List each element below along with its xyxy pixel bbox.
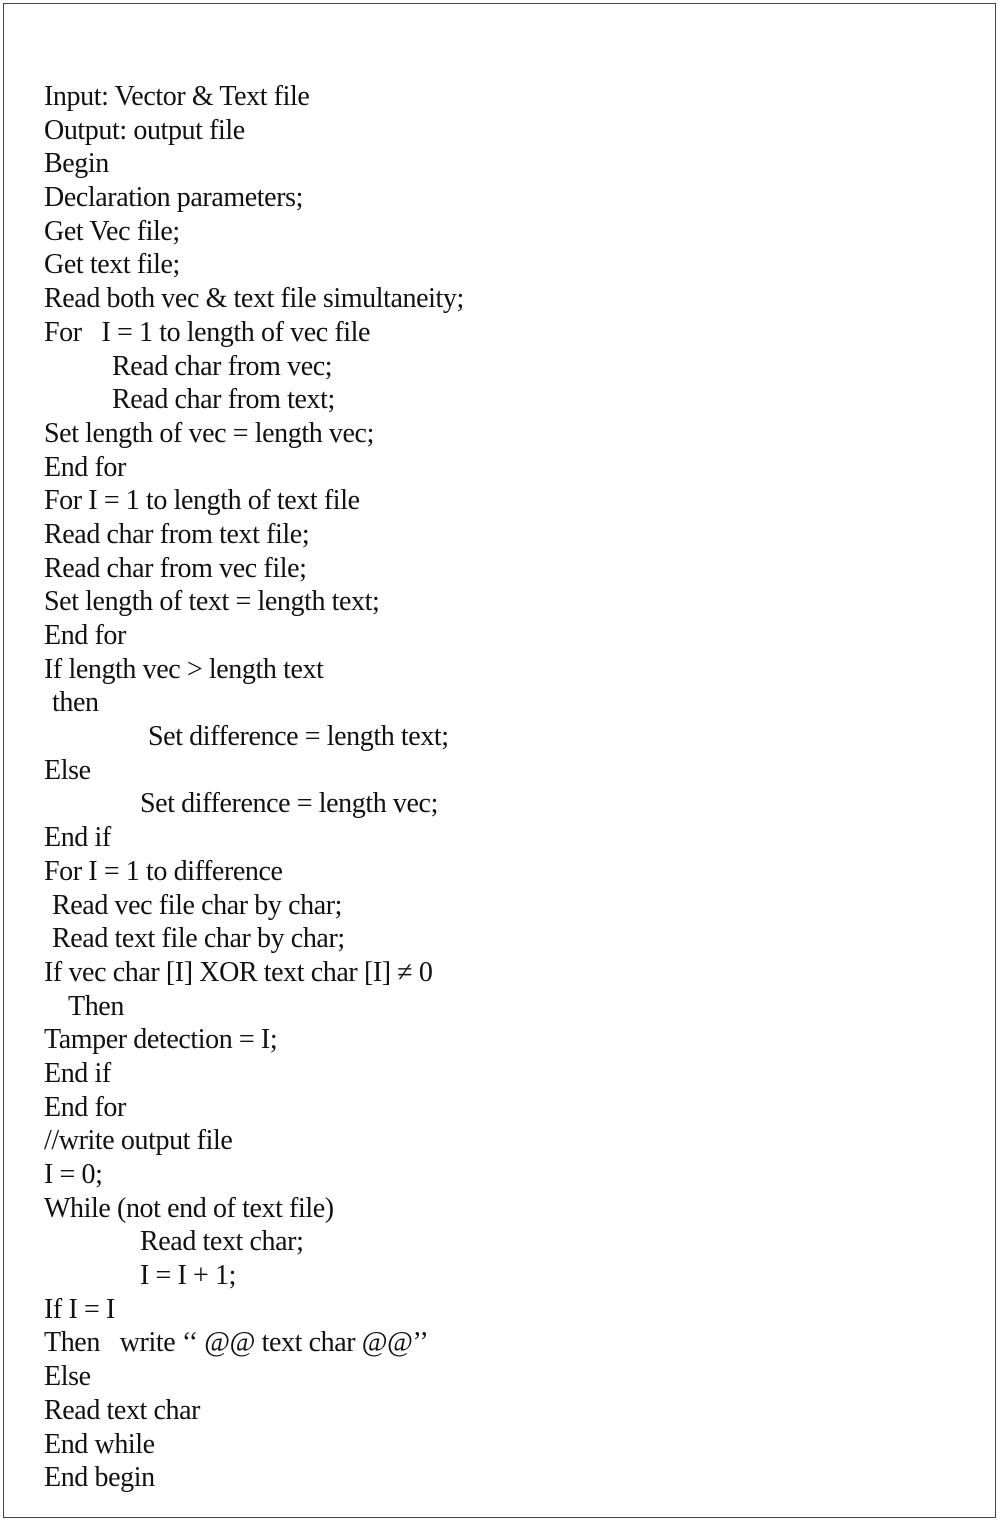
algo-line: Begin: [44, 148, 109, 180]
algo-line: Then: [68, 990, 124, 1022]
algorithm-listing: [44, 80, 464, 1495]
algo-line: Read char from text;: [112, 384, 335, 416]
algo-line: Set difference = length vec;: [140, 788, 438, 820]
algo-line: Then write ‘‘ @@ text char @@’’: [44, 1327, 429, 1359]
algo-line: Read char from text file;: [44, 518, 310, 550]
algo-line: Else: [44, 754, 91, 786]
algo-line: End for: [44, 620, 126, 651]
algo-line: Set difference = length text;: [148, 721, 449, 753]
algo-line: Get text file;: [44, 249, 180, 281]
algo-line: Read text char;: [140, 1226, 304, 1258]
algo-line: For I = 1 to length of vec file: [44, 316, 371, 348]
algo-line: Read char from vec;: [112, 350, 333, 382]
algo-line: Tamper detection = I;: [44, 1024, 278, 1056]
algo-line: Read text file char by char;: [52, 923, 345, 955]
algo-line: End if: [44, 822, 111, 854]
algo-line: Input: Vector & Text file: [44, 81, 310, 112]
algo-line: Else: [44, 1361, 91, 1393]
algo-line: For I = 1 to length of text file: [44, 485, 360, 517]
algo-line: Set length of vec = length vec;: [44, 417, 374, 449]
algo-line: For I = 1 to difference: [44, 855, 283, 887]
algo-line: Declaration parameters;: [44, 182, 303, 214]
algo-line: I = I + 1;: [140, 1260, 237, 1292]
algo-line: End begin: [44, 1462, 155, 1494]
algo-line: Read vec file char by char;: [52, 889, 343, 921]
algo-line: Set length of text = length text;: [44, 586, 380, 618]
algo-line: While (not end of text file): [44, 1192, 334, 1224]
algo-line: I = 0;: [44, 1159, 103, 1190]
algo-line: Read text char: [44, 1394, 201, 1426]
algo-line: Get Vec file;: [44, 215, 180, 247]
algo-line: End for: [44, 1091, 126, 1123]
algo-line: //write output file: [44, 1125, 233, 1157]
algo-line: End while: [44, 1428, 155, 1460]
algo-line: End for: [44, 451, 126, 483]
algo-line: Read both vec & text file simultaneity;: [44, 283, 464, 315]
algorithm-frame: [3, 3, 996, 1518]
algo-line: If length vec > length text: [44, 653, 324, 685]
algo-line: If I = I: [44, 1293, 115, 1325]
algo-line: Output: output file: [44, 114, 245, 146]
algo-line: If vec char [I] XOR text char [I] ≠ 0: [44, 956, 433, 988]
algo-line: End if: [44, 1057, 111, 1089]
algo-line: Read char from vec file;: [44, 552, 307, 584]
algo-line: then: [52, 687, 99, 719]
